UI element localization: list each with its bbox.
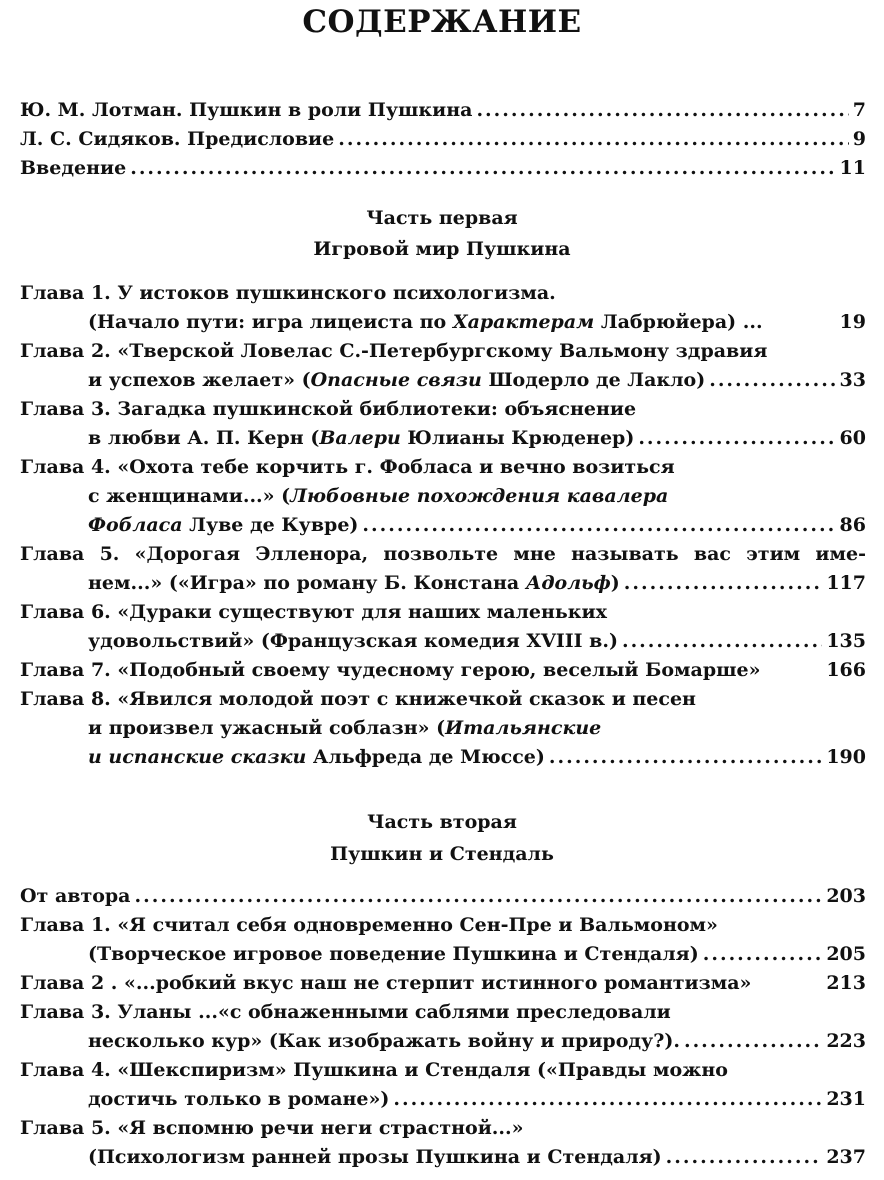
toc-entry-text: Глава 6. «Дураки существуют для наших маленьких bbox=[20, 601, 607, 623]
toc-entry-text: Глава 3. Уланы ...«с обнаженными саблями преследовали bbox=[20, 1001, 671, 1023]
leader-dots bbox=[476, 97, 848, 124]
toc-entry-p1-ch7 bbox=[20, 657, 866, 684]
toc-entry-text: и испанские сказки Альфреда де Мюссе) bbox=[88, 746, 545, 768]
toc-entry-text: и произвел ужасный соблазн» (Итальянские bbox=[88, 717, 602, 739]
toc-entry-lotman bbox=[20, 97, 866, 124]
leader-dots bbox=[338, 126, 849, 153]
toc-entry-text: несколько кур» (Как изображать войну и природу?). bbox=[88, 1030, 680, 1052]
toc-entry-p1-ch6-line1 bbox=[20, 599, 866, 626]
page-number: 19 bbox=[839, 311, 866, 333]
part-two-subtitle: Пушкин и Стендаль bbox=[330, 843, 554, 865]
leader-dots bbox=[624, 570, 823, 597]
leader-dots bbox=[549, 744, 822, 771]
toc-entry-text: в любви А. П. Керн (Валери Юлианы Крюденер) bbox=[88, 427, 635, 449]
toc-entry-text: удовольствий» (Французская комедия XVIII в.) bbox=[88, 630, 618, 652]
toc-entry-p1-ch1-line1 bbox=[20, 280, 866, 307]
toc-entry-p1-ch5-line2 bbox=[88, 570, 866, 597]
page-number: 237 bbox=[826, 1146, 866, 1168]
toc-entry-text: Глава 3. Загадка пушкинской библиотеки: объяснение bbox=[20, 398, 637, 420]
toc-entry-text: Глава 5. «Дорогая Элленора, позвольте мне называть вас этим име- bbox=[20, 543, 866, 565]
toc-entry-p1-ch5-line1 bbox=[20, 541, 866, 568]
toc-entry-p2-ch5-line1 bbox=[20, 1115, 866, 1142]
page-number: 7 bbox=[852, 99, 866, 121]
page-number: 9 bbox=[852, 128, 866, 150]
page-number: 223 bbox=[826, 1030, 866, 1052]
toc-entry-text: нем...» («Игра» по роману Б. Констана Адольф) bbox=[88, 572, 620, 594]
toc-entry-text: (Начало пути: игра лицеиста по Характерам Лабрюйера) ... bbox=[88, 311, 763, 333]
page-number: 166 bbox=[826, 659, 866, 681]
page-number: 213 bbox=[826, 972, 866, 994]
leader-dots bbox=[362, 512, 835, 539]
toc-entry-text: с женщинами...» (Любовные похождения кавалера bbox=[88, 485, 669, 507]
page-number: 86 bbox=[839, 514, 866, 536]
toc-entry-text: Глава 5. «Я вспомню речи неги страстной...» bbox=[20, 1117, 524, 1139]
leader-dots bbox=[684, 1028, 822, 1055]
toc-entry-p1-ch8-line3 bbox=[88, 744, 866, 771]
toc-entry-p2-ch5-line2 bbox=[88, 1144, 866, 1171]
toc-entry-p1-ch8-line2 bbox=[88, 715, 866, 742]
toc-entry-p1-ch3-line2 bbox=[88, 425, 866, 452]
page-title: СОДЕРЖАНИЕ bbox=[302, 4, 582, 40]
toc-entry-text: Фобласа Луве де Кувре) bbox=[88, 514, 359, 536]
toc-entry-text: и успехов желает» (Опасные связи Шодерло де Лакло) bbox=[88, 369, 706, 391]
leader-dots bbox=[703, 941, 823, 968]
toc-entry-text: Глава 2. «Тверской Ловелас С.-Петербургскому Вальмону здравия bbox=[20, 340, 768, 362]
page-number: 11 bbox=[839, 157, 866, 179]
toc-entry-text: Глава 1. У истоков пушкинского психологизма. bbox=[20, 282, 556, 304]
page-number: 60 bbox=[839, 427, 866, 449]
toc-entry-text: Глава 8. «Явился молодой поэт с книжечкой сказок и песен bbox=[20, 688, 696, 710]
page-number: 190 bbox=[826, 746, 866, 768]
toc-entry-p2-author bbox=[20, 883, 866, 910]
toc-entry-text: достичь только в романе») bbox=[88, 1088, 390, 1110]
toc-entry-text: Глава 4. «Шекспиризм» Пушкина и Стендаля («Правды можно bbox=[20, 1059, 728, 1081]
toc-entry-text: Глава 7. «Подобный своему чудесному герою, веселый Бомарше» bbox=[20, 659, 761, 681]
page-number: 117 bbox=[826, 572, 866, 594]
toc-entry-sidyakov bbox=[20, 126, 866, 153]
part-two-label: Часть вторая bbox=[367, 811, 517, 833]
page-number: 203 bbox=[826, 885, 866, 907]
toc-entry-text: (Психологизм ранней прозы Пушкина и Стендаля) bbox=[88, 1146, 662, 1168]
toc-entry-p1-ch4-line2 bbox=[88, 483, 866, 510]
toc-entry-p1-ch4-line1 bbox=[20, 454, 866, 481]
toc-entry-p1-ch6-line2 bbox=[88, 628, 866, 655]
toc-entry-text: Л. С. Сидяков. Предисловие bbox=[20, 128, 335, 150]
toc-entry-text: Глава 4. «Охота тебе корчить г. Фобласа и вечно возиться bbox=[20, 456, 675, 478]
leader-dots bbox=[393, 1086, 822, 1113]
toc-entry-p1-ch8-line1 bbox=[20, 686, 866, 713]
toc-entry-text: Глава 2 . «...робкий вкус наш не стерпит истинного романтизма» bbox=[20, 972, 752, 994]
page-number: 135 bbox=[826, 630, 866, 652]
toc-entry-p2-ch4-line2 bbox=[88, 1086, 866, 1113]
leader-dots bbox=[135, 883, 823, 910]
page-number: 231 bbox=[826, 1088, 866, 1110]
toc-entry-text: Ю. М. Лотман. Пушкин в роли Пушкина bbox=[20, 99, 473, 121]
leader-dots bbox=[638, 425, 835, 452]
toc-entry-p1-ch3-line1 bbox=[20, 396, 866, 423]
part-one-subtitle: Игровой мир Пушкина bbox=[313, 238, 571, 260]
toc-entry-p2-ch2 bbox=[20, 970, 866, 997]
toc-entry-text: От автора bbox=[20, 885, 131, 907]
toc-entry-text: Глава 1. «Я считал себя одновременно Сен-Пре и Вальмоном» bbox=[20, 914, 718, 936]
leader-dots bbox=[666, 1144, 823, 1171]
toc-entry-p1-ch1-line2 bbox=[88, 309, 866, 336]
toc-entry-text: (Творческое игровое поведение Пушкина и Стендаля) bbox=[88, 943, 699, 965]
toc-entry-text: Введение bbox=[20, 157, 127, 179]
leader-dots bbox=[709, 367, 835, 394]
toc-entry-p2-ch3-line2 bbox=[88, 1028, 866, 1055]
toc-entry-p2-ch1-line1 bbox=[20, 912, 866, 939]
toc-entry-p1-ch2-line1 bbox=[20, 338, 866, 365]
leader-dots bbox=[622, 628, 822, 655]
page-number: 33 bbox=[839, 369, 866, 391]
toc-entry-p1-ch4-line3 bbox=[88, 512, 866, 539]
page-number: 205 bbox=[826, 943, 866, 965]
part-one-label: Часть первая bbox=[366, 207, 518, 229]
toc-entry-p2-ch3-line1 bbox=[20, 999, 866, 1026]
toc-entry-p2-ch4-line1 bbox=[20, 1057, 866, 1084]
leader-dots bbox=[130, 155, 835, 182]
toc-entry-p2-ch1-line2 bbox=[88, 941, 866, 968]
toc-entry-p1-ch2-line2 bbox=[88, 367, 866, 394]
toc-entry-intro bbox=[20, 155, 866, 182]
